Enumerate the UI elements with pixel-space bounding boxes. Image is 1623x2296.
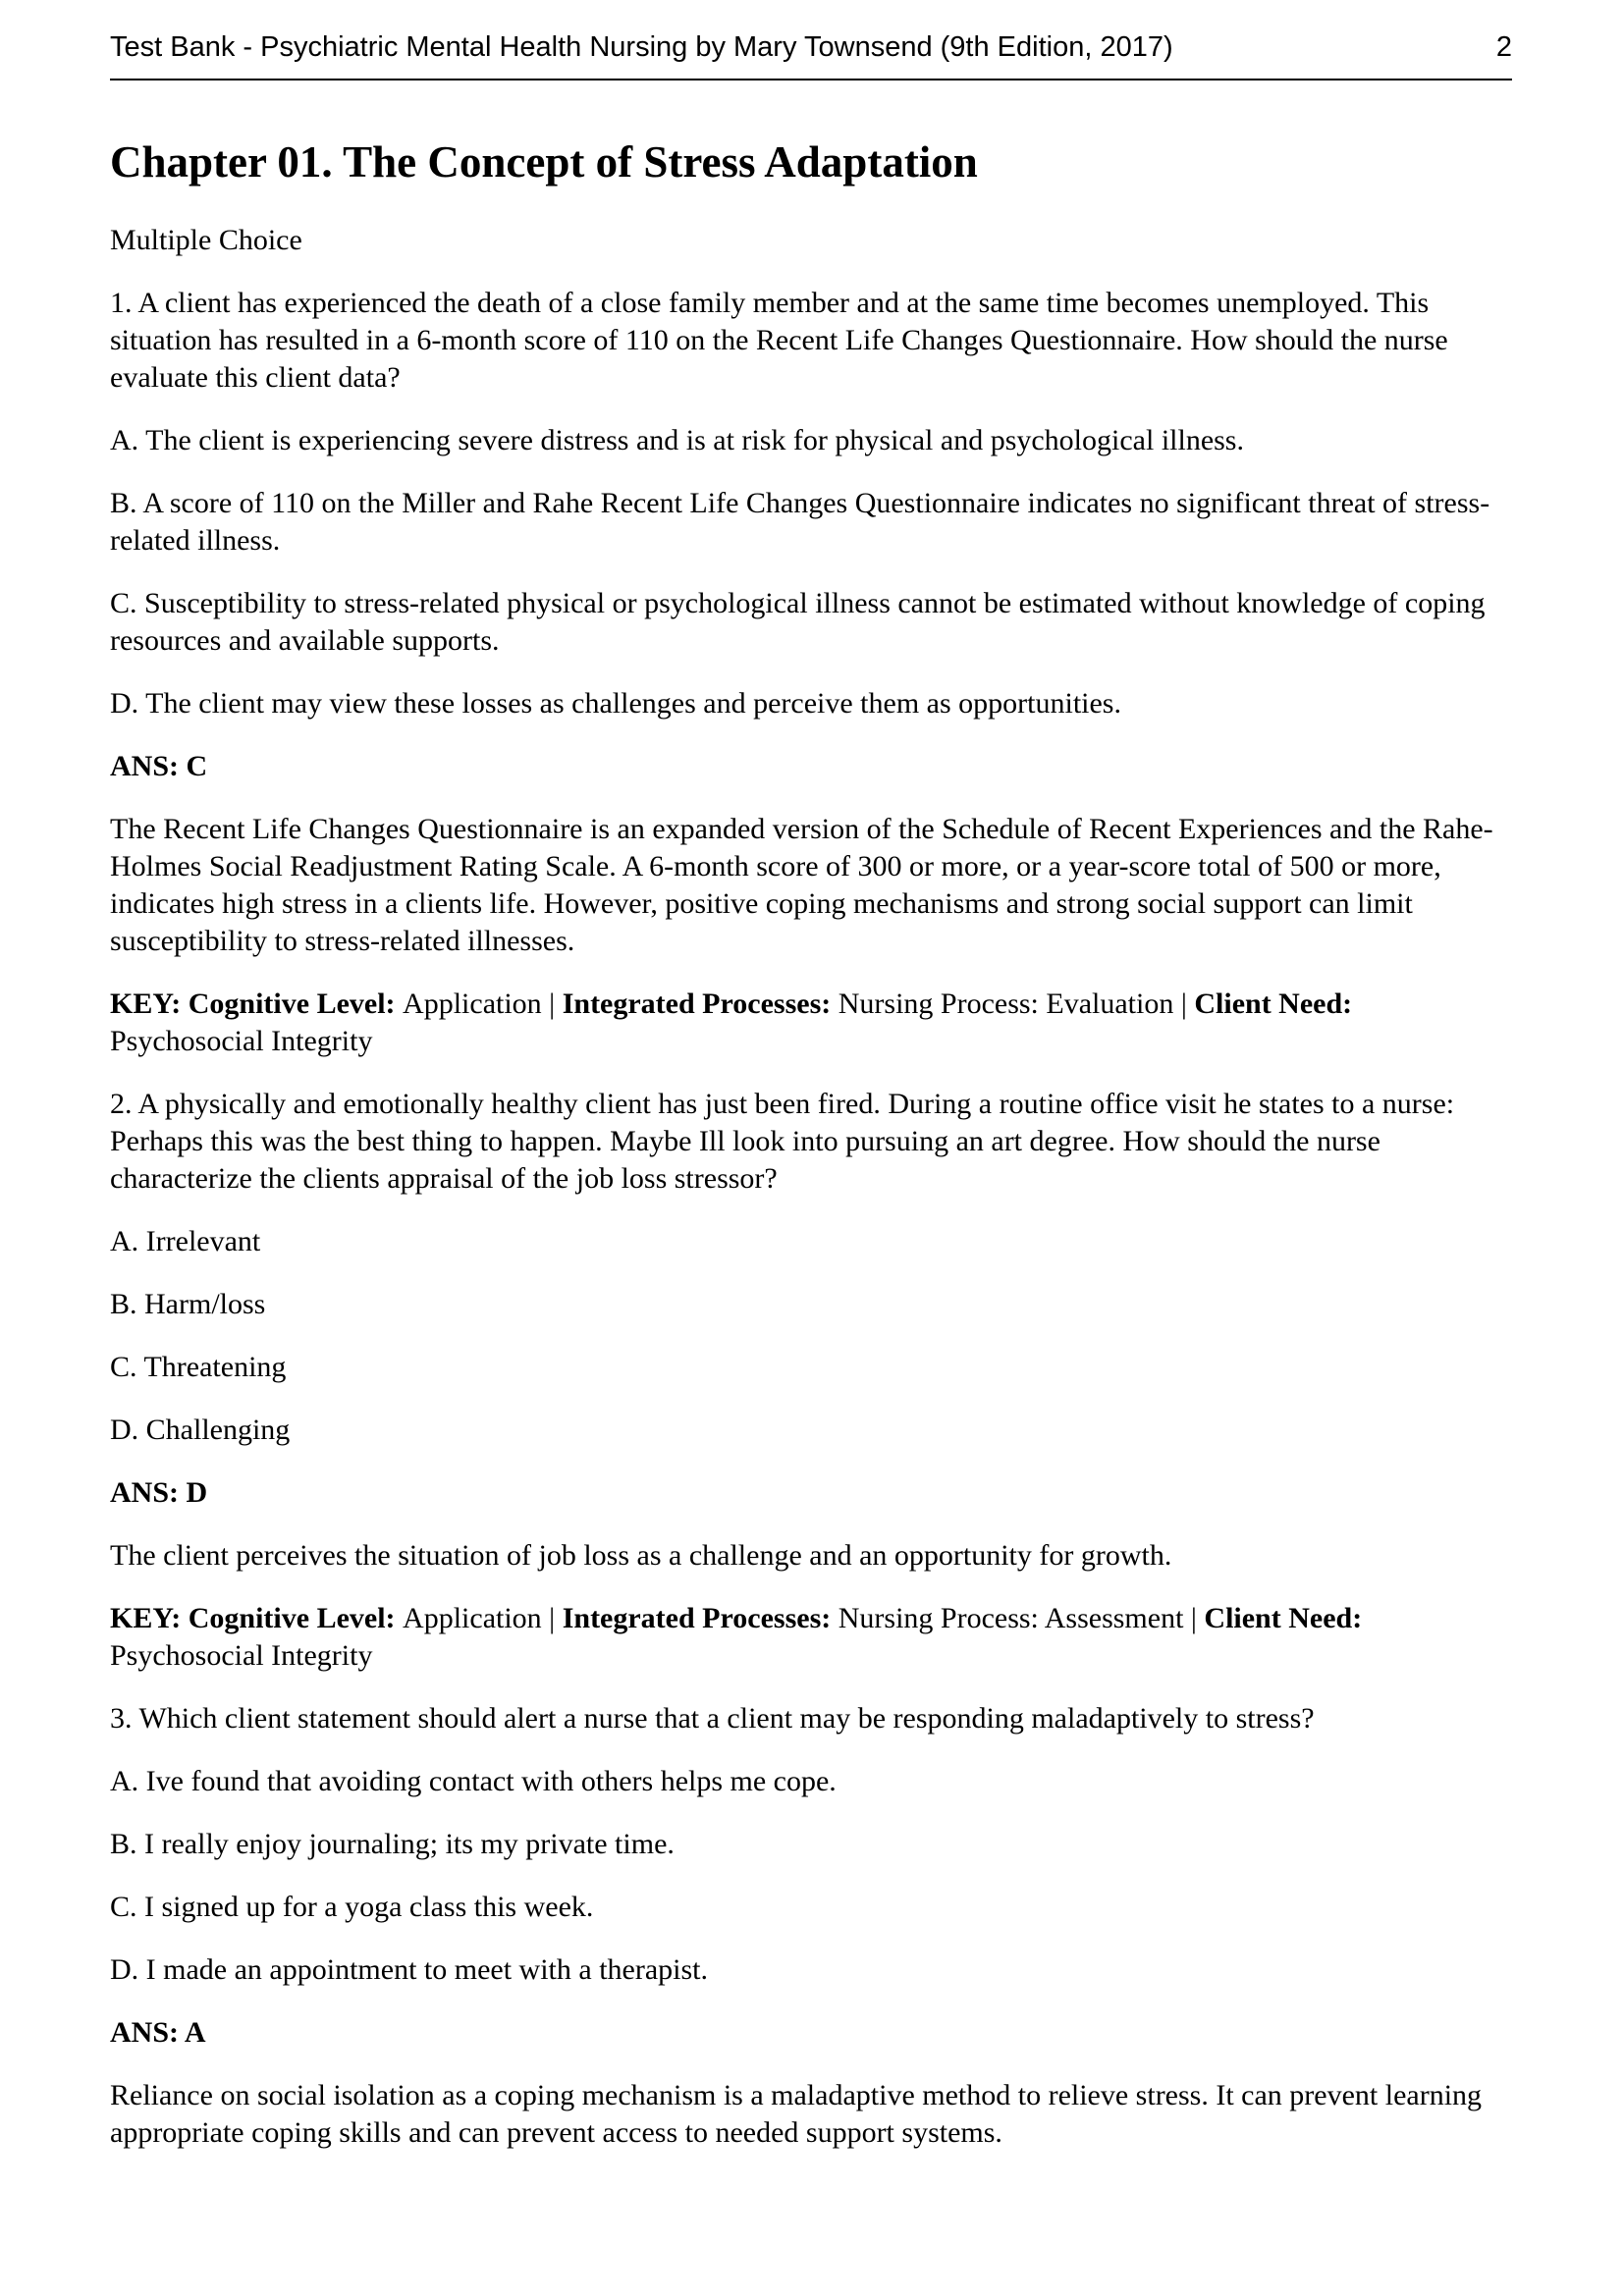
answer-option: D. I made an appointment to meet with a therapist.: [110, 1952, 708, 1986]
header-divider: [110, 79, 1512, 80]
question-stem: 3. Which client statement should alert a nurse that a client may be responding maladaptively to stress?: [110, 1701, 1315, 1735]
integrated-processes-value: Nursing Process: Assessment |: [838, 1601, 1205, 1634]
integrated-processes-label: Integrated Processes:: [562, 1601, 839, 1634]
answer-option: C. I signed up for a yoga class this week.: [110, 1890, 594, 1923]
answer-option: B. I really enjoy journaling; its my private time.: [110, 1827, 675, 1860]
client-need-value: Psychosocial Integrity: [110, 1024, 373, 1057]
answer-line: ANS: A: [110, 2015, 206, 2049]
header-title: Test Bank - Psychiatric Mental Health Nursing by Mary Townsend (9th Edition, 2017): [110, 31, 1173, 63]
answer-option: A. Irrelevant: [110, 1224, 261, 1257]
question-stem: 1. A client has experienced the death of a close family member and at the same time becomes unemployed. This situation has resulted in a 6-month score of 110 on the Recent Life Changes Questionnaire. How should the nurse evaluate this client data?: [110, 286, 1448, 394]
client-need-value: Psychosocial Integrity: [110, 1638, 373, 1672]
key-line: [110, 1600, 1512, 1675]
answer-line: ANS: D: [110, 1475, 208, 1509]
integrated-processes-value: Nursing Process: Evaluation |: [838, 987, 1195, 1020]
integrated-processes-label: Integrated Processes:: [562, 987, 839, 1020]
rationale: The Recent Life Changes Questionnaire is an expanded version of the Schedule of Recent Experiences and the Rahe-Holmes Social Readjustment Rating Scale. A 6-month score of 300 or more, or a year-score total of 500 or more, indicates high stress in a clients life. However, positive coping mechanisms and strong social support can limit susceptibility to stress-related illnesses.: [110, 812, 1493, 957]
question-block-2: [110, 1086, 1512, 1675]
rationale: The client perceives the situation of job loss as a challenge and an opportunity for growth.: [110, 1538, 1172, 1572]
answer-line: ANS: C: [110, 749, 208, 782]
client-need-label: Client Need:: [1194, 987, 1353, 1020]
header-page-number: 2: [1495, 31, 1512, 63]
question-block-3: [110, 1700, 1512, 2152]
answer-option: D. The client may view these losses as challenges and perceive them as opportunities.: [110, 686, 1121, 720]
question-block-1: [110, 285, 1512, 1060]
answer-option: A. The client is experiencing severe distress and is at risk for physical and psychological illness.: [110, 423, 1244, 456]
key-cognitive-level: Application |: [403, 987, 563, 1020]
chapter-title: Chapter 01. The Concept of Stress Adaptation: [110, 137, 978, 187]
key-label: KEY: Cognitive Level:: [110, 1601, 404, 1634]
answer-option: C. Susceptibility to stress-related physical or psychological illness cannot be estimated without knowledge of coping resources and available supports.: [110, 586, 1486, 657]
page-header: [110, 29, 1512, 65]
key-label: KEY: Cognitive Level:: [110, 987, 404, 1020]
key-cognitive-level: Application |: [403, 1601, 563, 1634]
rationale: Reliance on social isolation as a coping mechanism is a maladaptive method to relieve stress. It can prevent learning appropriate coping skills and can prevent access to needed support systems.: [110, 2078, 1483, 2149]
answer-option: C. Threatening: [110, 1350, 287, 1383]
question-stem: 2. A physically and emotionally healthy client has just been fired. During a routine office visit he states to a nurse: Perhaps this was the best thing to happen. Maybe Ill look into pursuing an art degree. How should the nurse characterize the clients appraisal of the job loss stressor?: [110, 1087, 1455, 1195]
client-need-label: Client Need:: [1204, 1601, 1363, 1634]
document-body: [110, 137, 1512, 2152]
answer-option: A. Ive found that avoiding contact with others helps me cope.: [110, 1764, 837, 1797]
answer-option: B. A score of 110 on the Miller and Rahe Recent Life Changes Questionnaire indicates no significant threat of stress-related illness.: [110, 486, 1490, 557]
key-line: [110, 986, 1512, 1060]
section-label: Multiple Choice: [110, 223, 302, 256]
answer-option: B. Harm/loss: [110, 1287, 266, 1320]
answer-option: D. Challenging: [110, 1413, 291, 1446]
